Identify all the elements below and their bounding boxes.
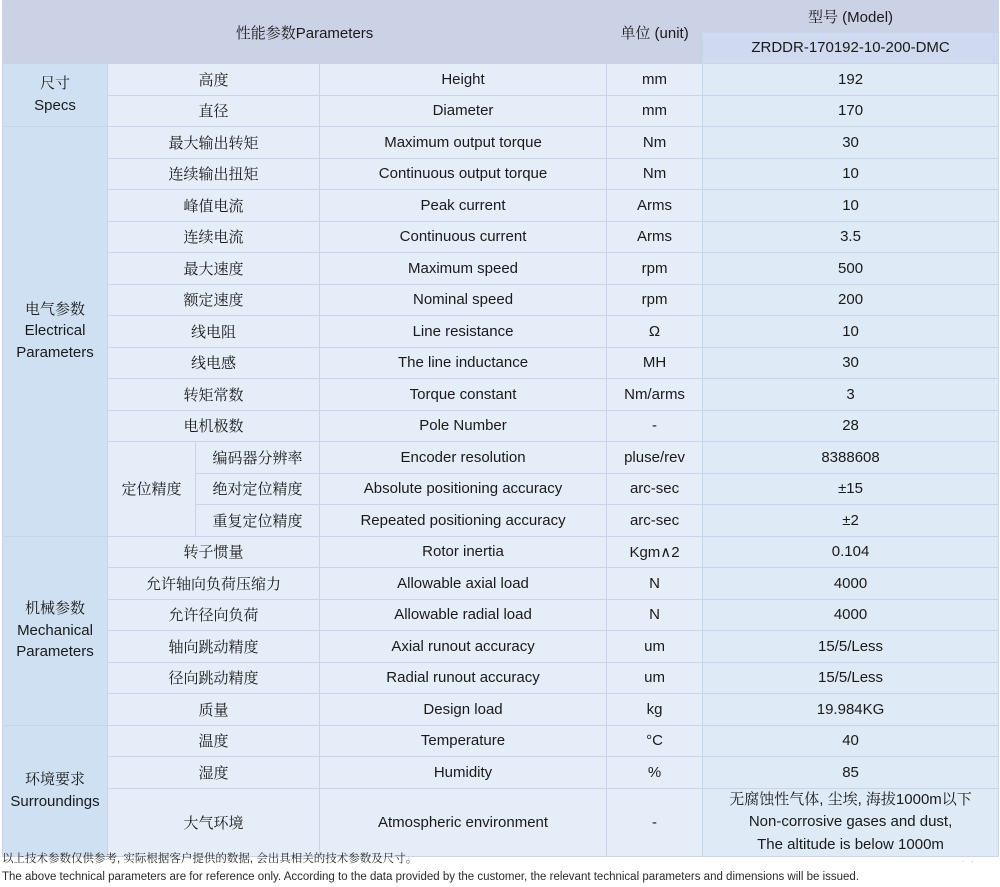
row-unit: Nm/arms [607, 379, 703, 411]
row-value: 10 [703, 316, 999, 348]
table-row [3, 788, 999, 857]
table-row [3, 757, 999, 789]
row-value: 170 [703, 95, 999, 127]
table-row [3, 568, 999, 600]
row-label-en: Radial runout accuracy [320, 662, 607, 694]
row-value: 500 [703, 253, 999, 285]
row-unit: - [607, 410, 703, 442]
group-mechanical-cn: 机械参数 [24, 599, 85, 617]
row-unit: Nm [607, 127, 703, 159]
row-label-cn: 重复定位精度 [196, 505, 320, 537]
row-unit: arc-sec [607, 505, 703, 537]
row-value-atmospheric [703, 788, 999, 857]
row-label-cn: 允许径向负荷 [108, 599, 320, 631]
group-mechanical-en1: Mechanical [17, 621, 93, 639]
group-label-specs [3, 64, 108, 127]
atmospheric-line-2: Non-corrosive gases and dust, [748, 813, 953, 830]
row-value: 8388608 [703, 442, 999, 474]
row-label-cn: 温度 [108, 725, 320, 757]
group-electrical-cn: 电气参数 [24, 300, 85, 318]
row-label-en: Height [320, 64, 607, 96]
row-label-cn: 转矩常数 [108, 379, 320, 411]
table-row [3, 284, 999, 316]
group-environment-en: Surroundings [10, 792, 100, 810]
row-label-en: Continuous output torque [320, 158, 607, 190]
row-label-cn: 高度 [108, 64, 320, 96]
table-row [3, 158, 999, 190]
header-parameters: 性能参数Parameters [3, 1, 607, 64]
row-label-cn: 线电感 [108, 347, 320, 379]
row-label-en: The line inductance [320, 347, 607, 379]
row-unit: % [607, 757, 703, 789]
table-row [3, 599, 999, 631]
row-unit: Nm [607, 158, 703, 190]
row-label-cn: 湿度 [108, 757, 320, 789]
row-unit: Arms [607, 221, 703, 253]
row-value: 3.5 [703, 221, 999, 253]
row-value: 3 [703, 379, 999, 411]
table-row [3, 316, 999, 348]
row-label-cn: 径向跳动精度 [108, 662, 320, 694]
row-value: 40 [703, 725, 999, 757]
row-value: 19.984KG [703, 694, 999, 726]
row-label-en: Temperature [320, 725, 607, 757]
row-label-en: Nominal speed [320, 284, 607, 316]
atmospheric-line-3: The altitude is below 1000m [757, 835, 944, 853]
row-unit: N [607, 568, 703, 600]
footnote-en: The above technical parameters are for reference only. According to the data provided by the customer, the relevant technical parameters and dimensions will be issued. [2, 871, 860, 884]
row-unit: Kgm∧2 [607, 536, 703, 568]
row-unit: arc-sec [607, 473, 703, 505]
row-label-en: Absolute positioning accuracy [320, 473, 607, 505]
table-row [3, 64, 999, 96]
row-label-en: Continuous current [320, 221, 607, 253]
row-label-cn: 连续输出扭矩 [108, 158, 320, 190]
row-label-cn: 最大输出转矩 [108, 127, 320, 159]
group-electrical-en2: Parameters [16, 344, 94, 362]
table-row [3, 694, 999, 726]
row-value: 15/5/Less [703, 662, 999, 694]
row-unit: mm [607, 64, 703, 96]
row-label-en: Axial runout accuracy [320, 631, 607, 663]
row-value: 30 [703, 347, 999, 379]
footnotes [2, 851, 998, 887]
row-value: 0.104 [703, 536, 999, 568]
row-unit: mm [607, 95, 703, 127]
group-mechanical-en2: Parameters [16, 643, 94, 661]
subgroup-positioning-accuracy: 定位精度 [108, 442, 196, 537]
group-label-electrical [3, 127, 108, 537]
row-label-cn: 绝对定位精度 [196, 473, 320, 505]
page-corner-marks: ·· [961, 856, 980, 867]
row-unit: um [607, 631, 703, 663]
row-label-cn: 额定速度 [108, 284, 320, 316]
group-label-mechanical [3, 536, 108, 725]
row-label-cn: 直径 [108, 95, 320, 127]
row-value: ±2 [703, 505, 999, 537]
footnote-cn: 以上技术参数仅供参考, 实际根据客户提供的数据, 会出具相关的技术参数及尺寸。 [2, 853, 418, 866]
table-row [3, 190, 999, 222]
row-unit: - [607, 788, 703, 857]
row-label-cn: 转子惯量 [108, 536, 320, 568]
row-label-en: Encoder resolution [320, 442, 607, 474]
table-row [3, 127, 999, 159]
row-value: 200 [703, 284, 999, 316]
row-value: 192 [703, 64, 999, 96]
row-label-cn: 编码器分辨率 [196, 442, 320, 474]
row-unit: pluse/rev [607, 442, 703, 474]
row-label-en: Repeated positioning accuracy [320, 505, 607, 537]
group-specs-en: Specs [34, 97, 76, 114]
atmospheric-line-1: 无腐蚀性气体, 尘埃, 海拔1000m以下 [729, 790, 972, 808]
group-label-environment [3, 725, 108, 857]
header-model-title: 型号 (Model) [703, 1, 999, 33]
row-label-cn: 允许轴向负荷压缩力 [108, 568, 320, 600]
row-label-en: Maximum output torque [320, 127, 607, 159]
row-label-cn: 大气环境 [108, 788, 320, 857]
row-unit: N [607, 599, 703, 631]
table-row [3, 631, 999, 663]
specification-table [2, 0, 999, 857]
row-value: ±15 [703, 473, 999, 505]
group-electrical-en1: Electrical [24, 322, 86, 340]
row-unit: kg [607, 694, 703, 726]
row-label-cn: 质量 [108, 694, 320, 726]
row-label-en: Peak current [320, 190, 607, 222]
table-header-row [3, 1, 999, 33]
header-unit: 单位 (unit) [607, 1, 703, 64]
row-value: 10 [703, 190, 999, 222]
row-label-en: Torque constant [320, 379, 607, 411]
row-label-en: Rotor inertia [320, 536, 607, 568]
row-value: 15/5/Less [703, 631, 999, 663]
row-unit: um [607, 662, 703, 694]
header-model-value: ZRDDR-170192-10-200-DMC [703, 32, 999, 64]
row-label-en: Design load [320, 694, 607, 726]
row-unit: MH [607, 347, 703, 379]
row-label-en: Pole Number [320, 410, 607, 442]
row-label-en: Atmospheric environment [320, 788, 607, 857]
row-label-en: Line resistance [320, 316, 607, 348]
row-label-cn: 轴向跳动精度 [108, 631, 320, 663]
table-row [3, 379, 999, 411]
table-row [3, 221, 999, 253]
row-label-cn: 电机极数 [108, 410, 320, 442]
table-row [3, 442, 999, 474]
row-unit: rpm [607, 284, 703, 316]
row-label-cn: 峰值电流 [108, 190, 320, 222]
row-label-en: Allowable radial load [320, 599, 607, 631]
row-label-cn: 线电阻 [108, 316, 320, 348]
table-row [3, 347, 999, 379]
table-row [3, 410, 999, 442]
table-row [3, 253, 999, 285]
group-environment-cn: 环境要求 [24, 771, 85, 788]
table-row [3, 662, 999, 694]
row-unit: °C [607, 725, 703, 757]
row-label-en: Diameter [320, 95, 607, 127]
row-label-cn: 最大速度 [108, 253, 320, 285]
table-row [3, 725, 999, 757]
row-value: 85 [703, 757, 999, 789]
table-row [3, 95, 999, 127]
row-value: 10 [703, 158, 999, 190]
row-label-en: Humidity [320, 757, 607, 789]
row-label-en: Maximum speed [320, 253, 607, 285]
row-value: 28 [703, 410, 999, 442]
row-unit: rpm [607, 253, 703, 285]
row-label-cn: 连续电流 [108, 221, 320, 253]
row-label-en: Allowable axial load [320, 568, 607, 600]
row-value: 4000 [703, 599, 999, 631]
group-specs-cn: 尺寸 [39, 75, 70, 93]
row-unit: Arms [607, 190, 703, 222]
row-value: 30 [703, 127, 999, 159]
row-value: 4000 [703, 568, 999, 600]
table-row [3, 536, 999, 568]
row-unit: Ω [607, 316, 703, 348]
